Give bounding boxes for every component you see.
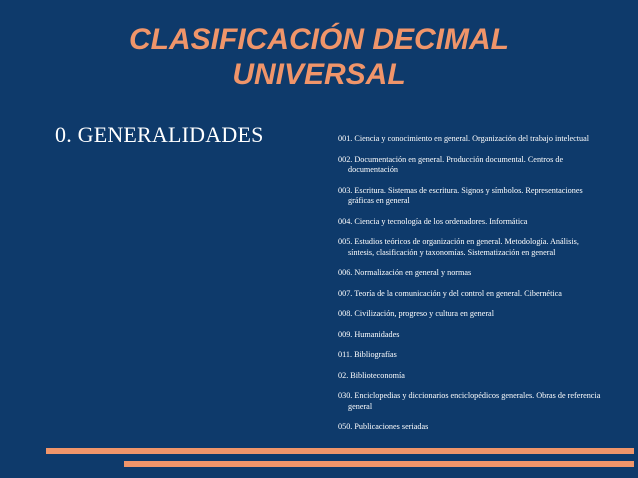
decorative-bar-top — [46, 448, 634, 454]
classification-list — [338, 134, 603, 443]
list-item: 008. Civilización, progreso y cultura en general — [338, 309, 494, 318]
slide-title — [0, 22, 638, 92]
list-item: 002. Documentación en general. Producción documental. Centros de documentación — [338, 154, 564, 174]
list-item: 02. Biblioteconomía — [338, 370, 405, 380]
list-item: 001. Ciencia y conocimiento en general. Organización del trabajo intelectual — [338, 134, 590, 143]
section-heading: 0. GENERALIDADES — [55, 122, 264, 147]
list-item: 050. Publicaciones seriadas — [338, 422, 429, 431]
list-item: 005. Estudios teóricos de organización en general. Metodología. Análisis, síntesis, clasificación y taxonomías. Sistematización en general — [338, 237, 579, 257]
list-item: 003. Escritura. Sistemas de escritura. Signos y símbolos. Representaciones gráficas en general — [338, 185, 583, 205]
slide-title-line-1: CLASIFICACIÓN DECIMAL — [129, 23, 509, 56]
list-item: 009. Humanidades — [338, 329, 400, 339]
list-item: 007. Teoría de la comunicación y del control en general. Cibernética — [338, 288, 562, 298]
decorative-bar-bottom — [124, 461, 634, 467]
list-item: 004. Ciencia y tecnología de los ordenadores. Informática — [338, 216, 528, 226]
slide-title-line-2: UNIVERSAL — [232, 58, 406, 91]
list-item: 006. Normalización en general y normas — [338, 268, 472, 277]
list-item: 030. Enciclopedias y diccionarios enciclopédicos generales. Obras de referencia general — [338, 391, 601, 411]
list-item: 011. Bibliografías — [338, 350, 397, 359]
